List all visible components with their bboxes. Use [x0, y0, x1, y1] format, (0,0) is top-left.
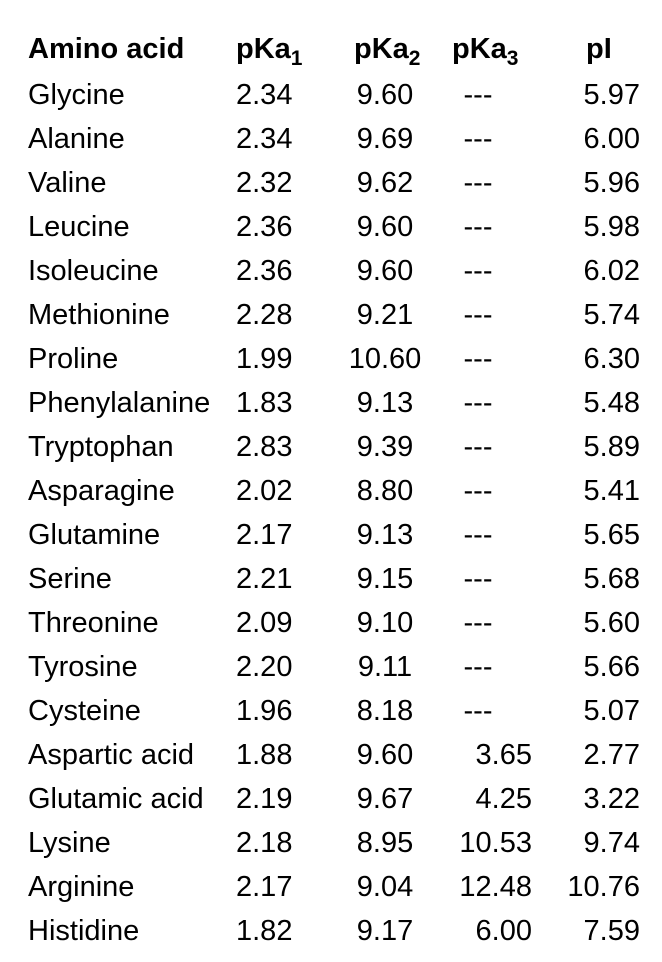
table-header-row — [0, 27, 662, 71]
cell-pi: 5.97 — [583, 79, 640, 111]
table-row — [0, 601, 662, 645]
cell-pka2: 9.10 — [356, 607, 414, 639]
cell-amino-acid: Cysteine — [28, 695, 141, 727]
table-row — [0, 293, 662, 337]
cell-pi: 5.07 — [583, 695, 640, 727]
cell-pka2: 9.04 — [356, 871, 414, 903]
cell-pka2: 9.39 — [356, 431, 414, 463]
cell-pka2: 9.13 — [356, 387, 414, 419]
cell-pka2: 8.80 — [356, 475, 414, 507]
cell-amino-acid: Glycine — [28, 79, 125, 111]
table-row — [0, 73, 662, 117]
cell-pka1: 2.19 — [236, 783, 293, 815]
cell-pka2: 9.17 — [356, 915, 414, 947]
table-row — [0, 469, 662, 513]
cell-pi: 6.02 — [583, 255, 640, 287]
cell-amino-acid: Serine — [28, 563, 112, 595]
cell-pka3: --- — [463, 431, 493, 463]
cell-pka3: 6.00 — [475, 915, 532, 947]
cell-pka3: --- — [463, 299, 493, 331]
cell-pka1: 2.36 — [236, 211, 293, 243]
cell-amino-acid: Threonine — [28, 607, 159, 639]
cell-amino-acid: Phenylalanine — [28, 387, 211, 419]
cell-amino-acid: Isoleucine — [28, 255, 159, 287]
cell-pka1: 2.21 — [236, 563, 293, 595]
cell-amino-acid: Proline — [28, 343, 119, 375]
cell-pka3: --- — [463, 563, 493, 595]
table-row — [0, 557, 662, 601]
cell-pi: 5.68 — [583, 563, 640, 595]
cell-pi: 5.74 — [583, 299, 640, 331]
cell-pka2: 9.60 — [356, 79, 414, 111]
cell-pka3: --- — [463, 255, 493, 287]
cell-pka2: 8.18 — [356, 695, 414, 727]
header-pka2: pKa$_2$ — [354, 33, 421, 70]
cell-pi: 5.65 — [583, 519, 640, 551]
cell-pka3: --- — [463, 651, 493, 683]
cell-amino-acid: Tryptophan — [28, 431, 174, 463]
cell-pka1: 2.17 — [236, 871, 293, 903]
cell-pka1: 2.28 — [236, 299, 293, 331]
cell-pka1: 2.83 — [236, 431, 293, 463]
cell-pka2: 9.60 — [356, 255, 414, 287]
table-row — [0, 645, 662, 689]
cell-pka1: 2.34 — [236, 123, 293, 155]
cell-amino-acid: Tyrosine — [28, 651, 138, 683]
cell-pka2: 9.62 — [356, 167, 414, 199]
cell-pka1: 2.17 — [236, 519, 293, 551]
cell-pi: 3.22 — [583, 783, 640, 815]
cell-pka3: 4.25 — [475, 783, 532, 815]
cell-pi: 5.89 — [583, 431, 640, 463]
header-pka3: pKa$_3$ — [452, 33, 519, 70]
cell-pka3: --- — [463, 79, 493, 111]
cell-pi: 5.98 — [583, 211, 640, 243]
table-row — [0, 161, 662, 205]
cell-pka3: --- — [463, 211, 493, 243]
table-row — [0, 117, 662, 161]
cell-pka1: 1.99 — [236, 343, 293, 375]
cell-pi: 5.48 — [583, 387, 640, 419]
cell-pka1: 2.34 — [236, 79, 293, 111]
cell-pka3: 10.53 — [459, 827, 532, 859]
header-pi: pI — [586, 33, 612, 65]
cell-pka1: 1.83 — [236, 387, 293, 419]
cell-pka3: --- — [463, 387, 493, 419]
cell-pka3: --- — [463, 343, 493, 375]
cell-pi: 5.96 — [583, 167, 640, 199]
cell-pka3: --- — [463, 167, 493, 199]
cell-pi: 10.76 — [567, 871, 640, 903]
cell-pka3: 3.65 — [475, 739, 532, 771]
table-row — [0, 425, 662, 469]
cell-pka2: 9.60 — [356, 739, 414, 771]
cell-pi: 5.41 — [583, 475, 640, 507]
cell-pka1: 2.02 — [236, 475, 293, 507]
table-row — [0, 381, 662, 425]
cell-pka3: --- — [463, 123, 493, 155]
cell-amino-acid: Histidine — [28, 915, 140, 947]
cell-pi: 7.59 — [583, 915, 640, 947]
cell-amino-acid: Leucine — [28, 211, 130, 243]
cell-pi: 9.74 — [583, 827, 640, 859]
cell-amino-acid: Arginine — [28, 871, 135, 903]
table-row — [0, 909, 662, 953]
table-row — [0, 821, 662, 865]
cell-amino-acid: Glutamic acid — [28, 783, 204, 815]
cell-pka2: 9.69 — [356, 123, 414, 155]
table-row — [0, 249, 662, 293]
cell-pka1: 1.96 — [236, 695, 293, 727]
cell-pka3: --- — [463, 607, 493, 639]
cell-pka1: 2.32 — [236, 167, 293, 199]
cell-pka1: 2.20 — [236, 651, 293, 683]
cell-pka3: 12.48 — [459, 871, 532, 903]
cell-pka2: 9.13 — [356, 519, 414, 551]
cell-amino-acid: Aspartic acid — [28, 739, 195, 771]
cell-pka1: 2.36 — [236, 255, 293, 287]
cell-pi: 5.66 — [583, 651, 640, 683]
cell-pka3: --- — [463, 519, 493, 551]
table-row — [0, 513, 662, 557]
cell-pka2: 10.60 — [348, 343, 422, 375]
cell-pka1: 1.82 — [236, 915, 293, 947]
cell-pka2: 9.15 — [356, 563, 414, 595]
cell-amino-acid: Glutamine — [28, 519, 161, 551]
table-row — [0, 689, 662, 733]
cell-pka2: 9.60 — [356, 211, 414, 243]
cell-pi: 5.60 — [583, 607, 640, 639]
cell-amino-acid: Methionine — [28, 299, 170, 331]
cell-pka1: 2.18 — [236, 827, 293, 859]
cell-amino-acid: Asparagine — [28, 475, 175, 507]
table-row — [0, 337, 662, 381]
header-amino-acid: Amino acid — [28, 33, 185, 65]
cell-pka2: 9.67 — [356, 783, 414, 815]
header-pka1: pKa$_1$ — [236, 33, 303, 70]
cell-pka2: 9.11 — [357, 651, 413, 683]
table-row — [0, 865, 662, 909]
cell-amino-acid: Valine — [28, 167, 107, 199]
cell-amino-acid: Lysine — [28, 827, 111, 859]
table-row — [0, 777, 662, 821]
table-row — [0, 205, 662, 249]
cell-pi: 6.00 — [583, 123, 640, 155]
cell-pi: 2.77 — [583, 739, 640, 771]
cell-pka1: 2.09 — [236, 607, 293, 639]
table-row — [0, 733, 662, 777]
cell-amino-acid: Alanine — [28, 123, 125, 155]
cell-pka2: 9.21 — [356, 299, 414, 331]
cell-pka3: --- — [463, 695, 493, 727]
cell-pka1: 1.88 — [236, 739, 293, 771]
cell-pi: 6.30 — [583, 343, 640, 375]
cell-pka2: 8.95 — [356, 827, 414, 859]
cell-pka3: --- — [463, 475, 493, 507]
